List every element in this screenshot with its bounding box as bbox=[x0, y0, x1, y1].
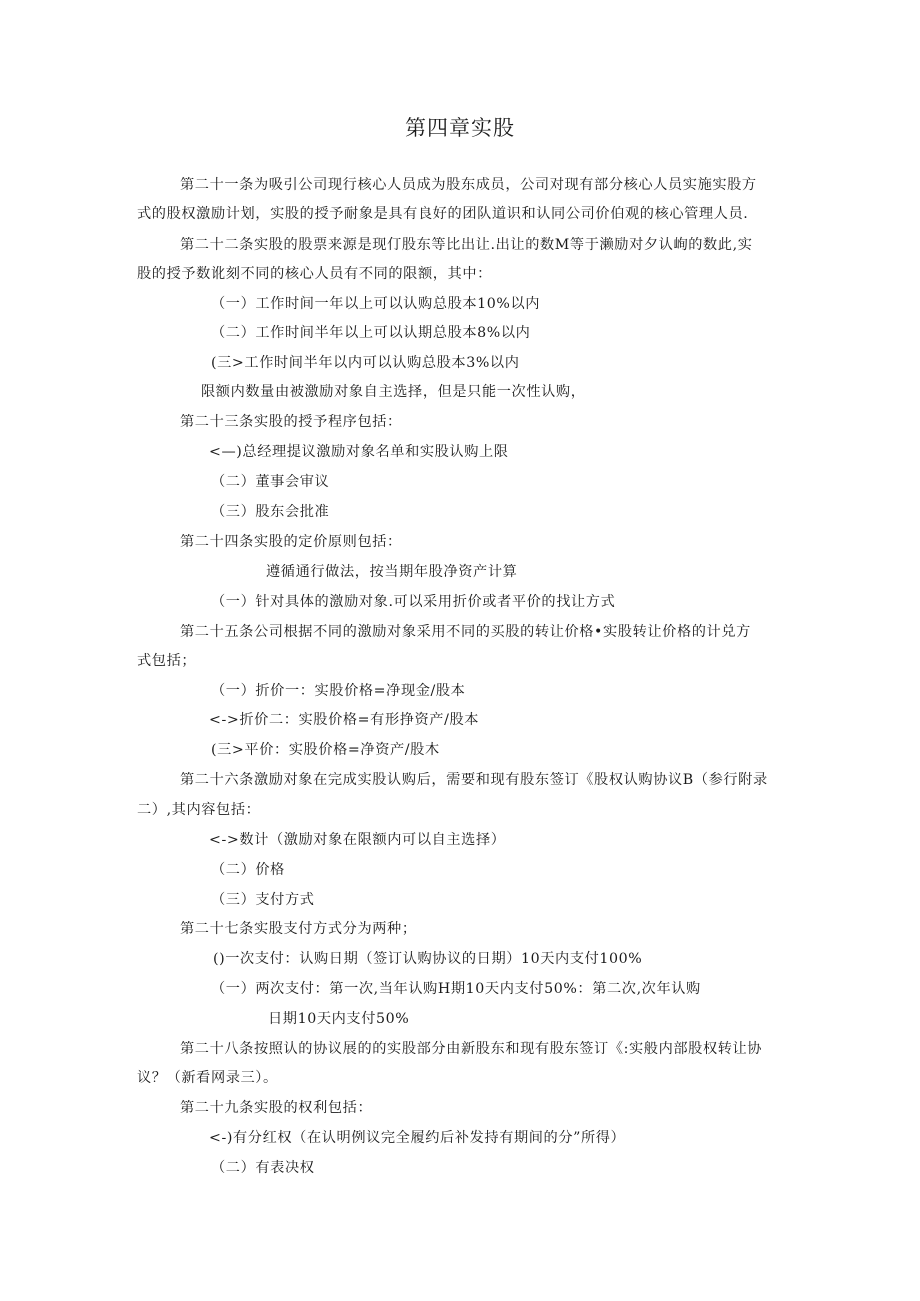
list-item: （二）有表决权 bbox=[211, 1160, 315, 1176]
paragraph-line: 第二十一条为吸引公司现行核心人员成为股东成员，公司对现有部分核心人员实施实股方 bbox=[180, 177, 757, 193]
list-item: （二）董事会审议 bbox=[211, 474, 330, 490]
paragraph-line: 第二十二条实股的股票来源是现仃股东等比出让.出让的数M等于濑励对夕认峋的数此,实 bbox=[180, 237, 753, 253]
list-item: （二）价格 bbox=[211, 862, 285, 878]
paragraph-line: 限额内数量由被激励对象自主选择，但是只能一次性认购， bbox=[201, 384, 586, 400]
paragraph-line: 式的股权激励计划，实股的授予耐象是具有良好的团队道识和认同公司价伯观的核心管理人员. bbox=[137, 206, 749, 222]
list-item: 日期10天内支付50% bbox=[268, 1011, 410, 1027]
paragraph-line: 第二十五条公司根据不同的激励对象采用不同的买股的转让价格•实股转让价格的计兑方 bbox=[180, 624, 751, 640]
paragraph-line: 议？（新看网录三）。 bbox=[137, 1070, 278, 1086]
list-item: ()一次支付：认购日期（签订认购协议的日期）10天内支付100% bbox=[213, 951, 643, 967]
paragraph-line: 式包括； bbox=[137, 653, 197, 669]
paragraph-line: 第二十九条实股的权利包括： bbox=[180, 1100, 373, 1116]
list-item: <—)总经理提议激励对象名单和实股认购上限 bbox=[209, 444, 509, 460]
list-item: (三>平价：实股价格=净资产/股木 bbox=[211, 742, 440, 758]
list-item: （一）折价一：实股价格=净现金/股本 bbox=[211, 683, 466, 699]
list-item: （三）股东会批准 bbox=[211, 504, 330, 520]
page-title: 第四章实股 bbox=[405, 116, 515, 140]
paragraph-line: 第二十八条按照认的协议展的的实股部分由新股东和现有股东签订《:实般内部股权转让协 bbox=[180, 1041, 763, 1057]
paragraph-line: 第二十三条实股的授予程序包括： bbox=[180, 414, 402, 430]
list-item: （二）工作时间半年以上可以认期总股本8%以内 bbox=[211, 325, 531, 341]
list-item: （一）工作时间一年以上可以认购总股本10%以内 bbox=[211, 296, 541, 312]
paragraph-line: 股的授予数讹刻不同的核心人员有不同的限额，其中： bbox=[137, 266, 492, 282]
list-item: （一）针对具体的激励对象.可以采用折价或者平价的找让方式 bbox=[211, 594, 616, 610]
list-item: <->折价二：实股价格=有形挣资产/股本 bbox=[209, 712, 480, 728]
paragraph-line: 第二十六条激励对象在完成实股认购后，需要和现有股东签订《股权认购协议B（参行附录 bbox=[180, 772, 768, 788]
list-item: <-)有分红权（在认明例议完全履约后补发持有期间的分”所得） bbox=[209, 1130, 626, 1146]
list-item: （三）支付方式 bbox=[211, 892, 315, 908]
list-item: <->数计（激励对象在限额内可以自主选择） bbox=[209, 832, 506, 848]
paragraph-line: 遵循通行做法，按当期年股净资产计算 bbox=[266, 564, 518, 580]
list-item: （一）两次支付：第一次,当年认购H期10天内支付50%：第二次,次年认购 bbox=[211, 981, 701, 997]
paragraph-line: 第二十四条实股的定价原则包括： bbox=[180, 534, 402, 550]
paragraph-line: 第二十七条实股支付方式分为两种； bbox=[180, 921, 417, 937]
list-item: (三>工作时间半年以内可以认购总股本3%以内 bbox=[211, 355, 520, 371]
paragraph-line: 二）,其内容包括： bbox=[137, 802, 261, 818]
